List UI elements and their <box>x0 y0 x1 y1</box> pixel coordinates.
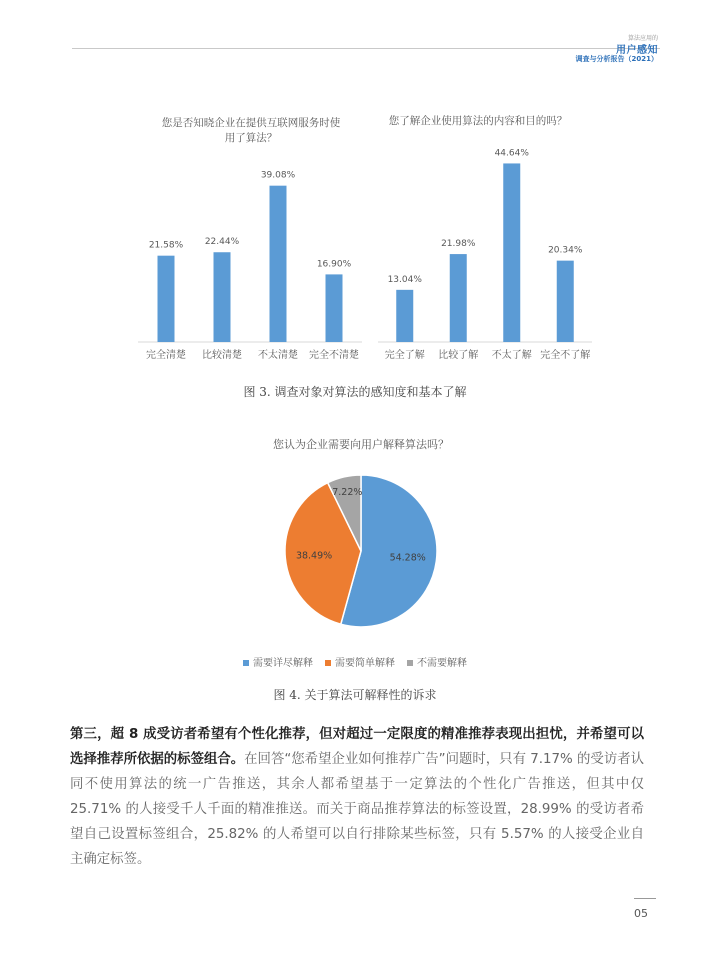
legend-swatch <box>243 660 249 666</box>
chart-1-category-label: 比较清楚 <box>202 350 242 361</box>
legend-label: 需要详尽解释 <box>253 658 313 669</box>
chart-1-bar <box>326 274 343 342</box>
chart-2-category-label: 完全了解 <box>384 350 425 361</box>
chart-2-title-line: 您了解企业使用算法的内容和目的吗？ <box>388 115 568 127</box>
chart-1-category-label: 不太清楚 <box>258 350 298 361</box>
chart-2-bar <box>557 261 574 342</box>
chart-1-data-label: 22.44% <box>204 237 240 248</box>
legend-label: 需要简单解释 <box>335 658 395 669</box>
legend-label: 不需要解释 <box>417 658 467 669</box>
pie-data-label: 54.28% <box>389 552 426 564</box>
chart-2-data-label: 44.64% <box>494 148 529 159</box>
header-brand: 用户感知 <box>616 45 658 56</box>
legend-item <box>325 654 395 669</box>
chart-1-data-label: 21.58% <box>148 240 184 251</box>
chart-1-data-label: 16.90% <box>316 259 352 270</box>
header-brand-subtitle: 调查与分析报告（2021） <box>575 55 658 63</box>
paragraph-body: 在回答“您希望企业如何推荐广告”问题时，只有 7.17% 的受访者认同不使用算法的统一广告推送，其余人都希望基于一定算法的个性化广告推送，但其中仅 25.71% 的人接受千人千面的精准推送。而关于商品推荐算法的标签设置，28.99% 的受访者希望自己设置标签组合，25.82% 的人希望可以自行排除某些标签，只有 5.57% 的人接受企业自主确定标签。 <box>70 752 644 867</box>
chart-2-category-label: 完全不了解 <box>540 350 591 361</box>
legend-swatch <box>407 660 413 666</box>
chart-2-category-label: 比较了解 <box>438 350 479 361</box>
pie-data-label: 7.22% <box>332 486 363 498</box>
legend-item <box>407 654 467 669</box>
chart-1-bar <box>270 186 287 342</box>
chart-1-title-line: 用了算法？ <box>224 132 278 144</box>
chart-2-data-label: 13.04% <box>387 274 422 285</box>
chart-1-title-line: 您是否知晓企业在提供互联网服务时使 <box>161 117 341 129</box>
chart-2-bar <box>396 290 413 342</box>
legend-swatch <box>325 660 331 666</box>
pie-data-label: 38.49% <box>295 550 333 562</box>
chart-2-category-label: 不太了解 <box>491 350 532 361</box>
chart-2-data-label: 21.98% <box>441 239 476 250</box>
header-brand-small: 算法应用的 <box>627 35 658 42</box>
figure-4-caption: 图 4. 关于算法可解释性的诉求 <box>273 688 437 702</box>
chart-1-category-label: 完全不清楚 <box>309 350 359 361</box>
legend-item <box>243 654 313 669</box>
footer-rule <box>634 898 656 899</box>
body-paragraph <box>70 722 644 872</box>
figure-3-caption: 图 3. 调查对象对算法的感知度和基本了解 <box>243 385 467 399</box>
chart-2-bar <box>450 254 467 342</box>
chart-1-data-label: 39.08% <box>260 170 296 181</box>
chart-1-bar <box>158 256 175 342</box>
pie-title: 您认为企业需要向用户解释算法吗？ <box>273 438 449 451</box>
chart-1-category-label: 完全清楚 <box>146 350 186 361</box>
chart-1-bar <box>214 252 231 342</box>
chart-2-data-label: 20.34% <box>548 245 583 256</box>
page-number: 05 <box>634 907 648 920</box>
chart-2-bar <box>503 163 520 342</box>
paragraph-lead: 第三，超 8 成受访者希望有个性化推荐，但对超过一定限度的精准推荐表现出担忧，并希望可以选择推荐所依据的标签组合。 <box>70 727 644 767</box>
pie-legend <box>0 654 710 669</box>
